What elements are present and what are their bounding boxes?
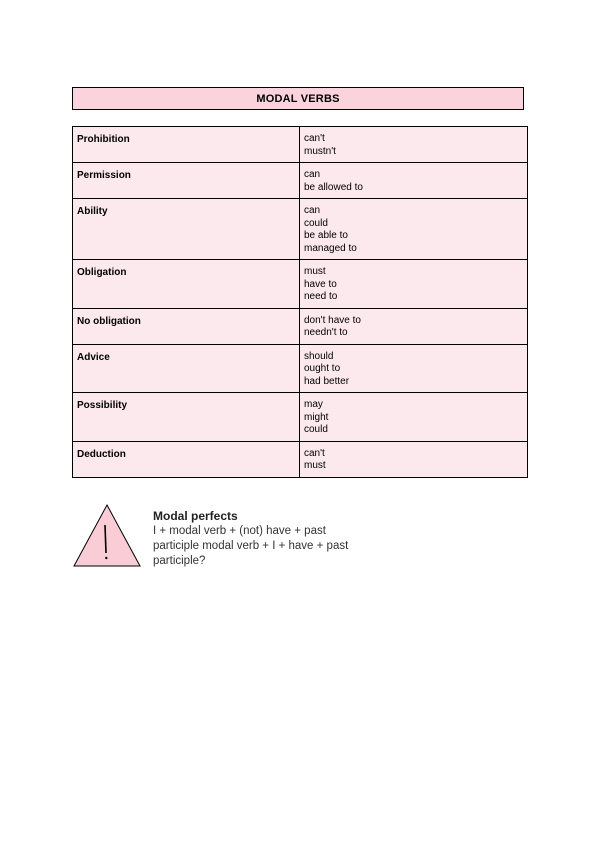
- verbs-cell: [300, 441, 528, 477]
- modal-verb: needn't to: [304, 327, 348, 338]
- table-row: [73, 199, 528, 260]
- verbs-cell: [300, 163, 528, 199]
- modal-verb: may: [304, 399, 323, 410]
- modal-verb: must: [304, 266, 326, 277]
- table-row: [73, 393, 528, 442]
- modal-verb: need to: [304, 291, 338, 302]
- verbs-cell: [300, 127, 528, 163]
- title-text: MODAL VERBS: [256, 92, 340, 105]
- modal-verb: can: [304, 169, 321, 180]
- table-row: [73, 308, 528, 344]
- note-title: Modal perfects: [153, 509, 238, 523]
- modal-verb: might: [304, 411, 329, 423]
- modal-verbs-table: [72, 126, 528, 478]
- modal-verb: had better: [304, 375, 350, 387]
- modal-verb: should: [304, 350, 334, 362]
- function-cell: Advice: [73, 344, 300, 393]
- function-cell: Ability: [73, 199, 300, 260]
- function-cell: Permission: [73, 163, 300, 199]
- modal-verb: could: [304, 424, 328, 435]
- table-row: [73, 260, 528, 309]
- function-cell: Deduction: [73, 441, 300, 477]
- verbs-cell: [300, 308, 528, 344]
- modal-verb: must: [304, 460, 326, 471]
- modal-perfects-note: [153, 509, 363, 569]
- verbs-cell: [300, 393, 528, 442]
- function-cell: Obligation: [73, 260, 300, 309]
- table-row: [73, 344, 528, 393]
- modal-verb: mustn't: [304, 145, 336, 157]
- verbs-cell: [300, 199, 528, 260]
- function-cell: Possibility: [73, 393, 300, 442]
- modal-verb: be able to: [304, 230, 348, 241]
- page-title: [72, 87, 524, 110]
- modal-verb: can't: [304, 447, 325, 459]
- modal-verb: could: [304, 217, 328, 229]
- verbs-cell: [300, 344, 528, 393]
- warning-icon: [72, 503, 142, 567]
- modal-verb: don't have to: [304, 314, 361, 326]
- modal-verb: have to: [304, 278, 337, 290]
- table-row: [73, 163, 528, 199]
- modal-verb: ought to: [304, 363, 341, 374]
- modal-verb: be allowed to: [304, 181, 363, 193]
- verbs-cell: [300, 260, 528, 309]
- modal-verb: managed to: [304, 242, 357, 254]
- function-cell: No obligation: [73, 308, 300, 344]
- table-row: [73, 127, 528, 163]
- table-row: [73, 441, 528, 477]
- modal-verb: can't: [304, 133, 325, 144]
- modal-verb: can: [304, 205, 321, 216]
- note-body: I + modal verb + (not) have + past participle modal verb + I + have + past participle?: [153, 525, 349, 567]
- function-cell: Prohibition: [73, 127, 300, 163]
